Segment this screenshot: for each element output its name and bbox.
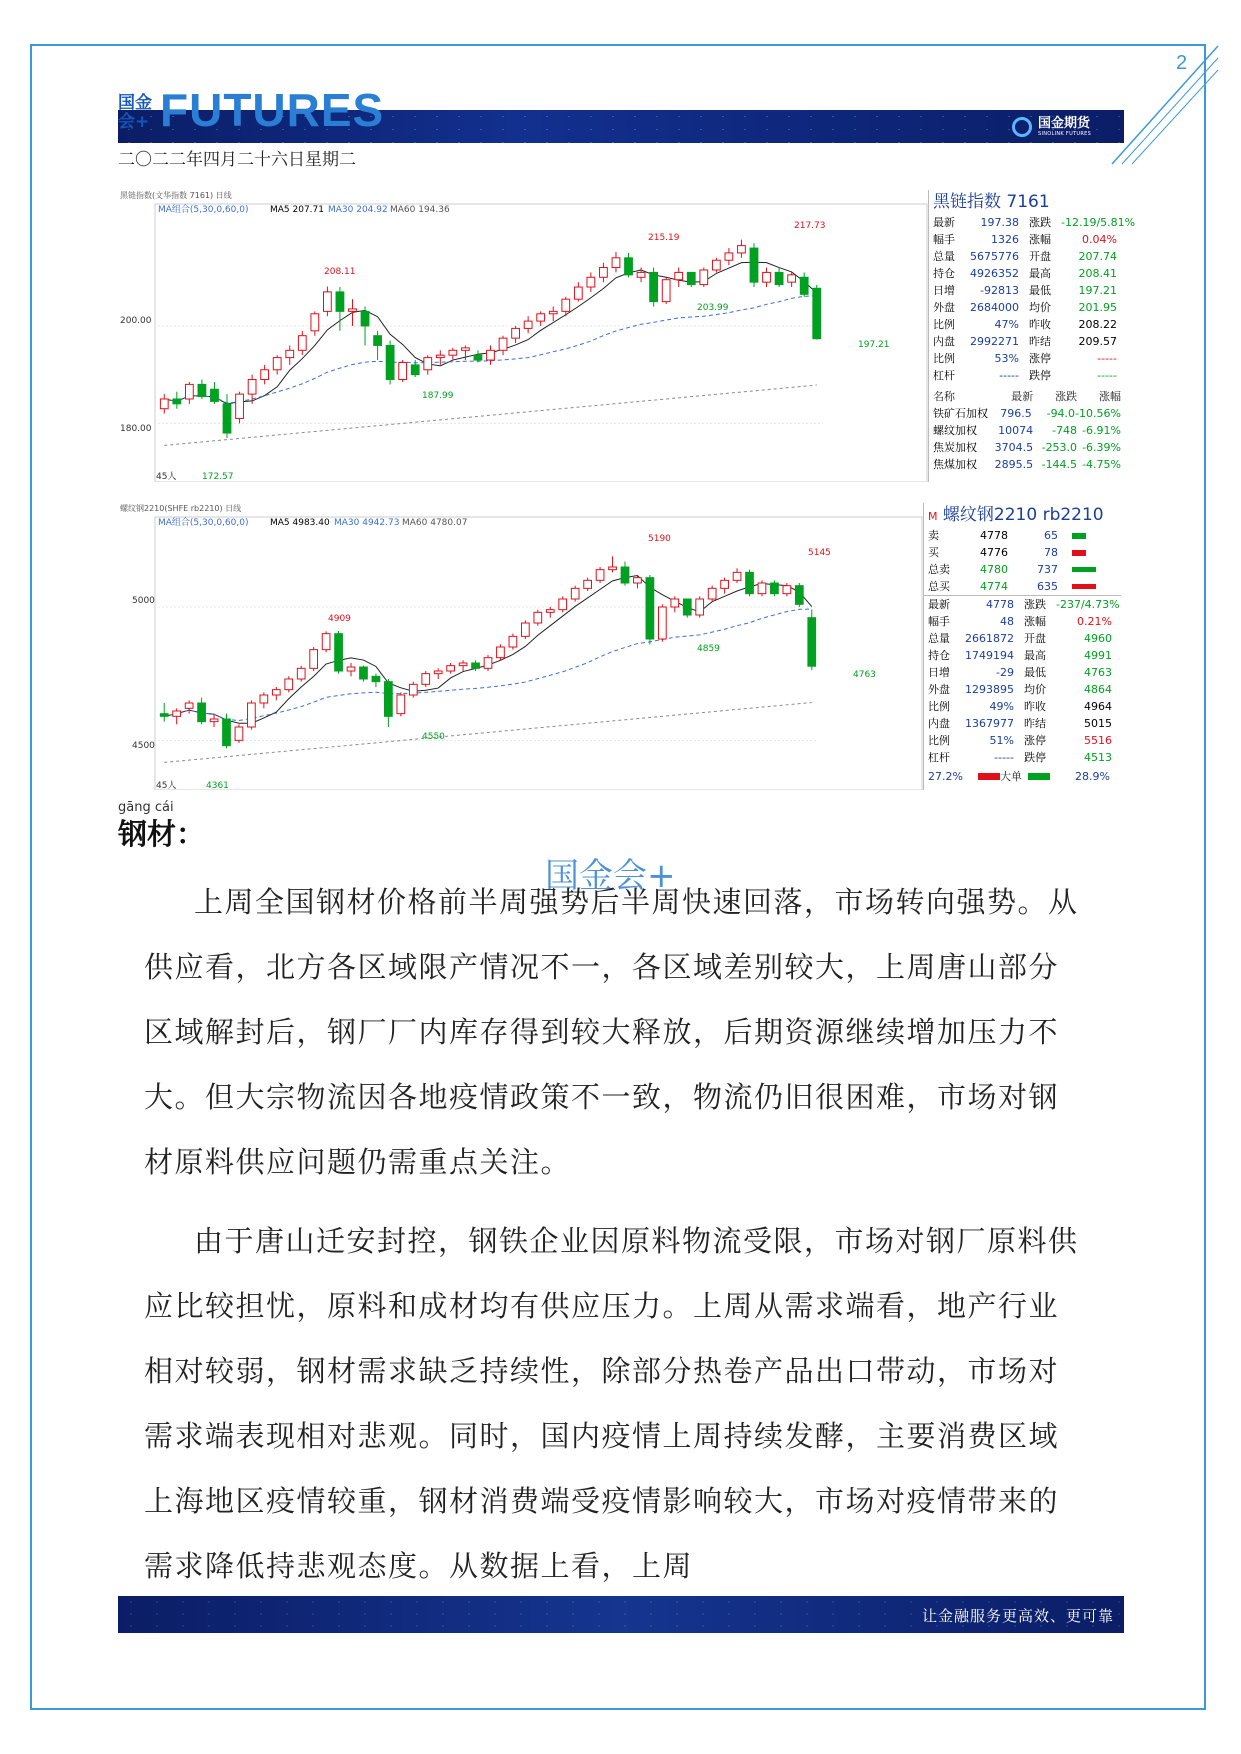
annotation-low: 187.99: [422, 391, 454, 401]
annotation-low: 172.57: [202, 472, 234, 482]
candle-down: [646, 578, 654, 639]
candle-up: [788, 275, 796, 282]
chart-heilian-index: [118, 190, 928, 482]
candle-up: [422, 674, 430, 685]
candle-down: [223, 404, 231, 433]
candle-down: [795, 586, 803, 605]
candle-down: [374, 336, 382, 346]
candle-up: [185, 703, 193, 708]
candle-up: [298, 336, 306, 351]
report-date: 二〇二二年四月二十六日星期二: [118, 150, 356, 170]
order-book-row: 总买 4774 635: [924, 578, 1121, 595]
quote-panel-rebar: [923, 503, 1121, 790]
quote-row: 内盘 2992271 昨结 209.57: [933, 335, 1117, 348]
order-book-row: 买 4776 78: [924, 544, 1121, 561]
quote-row: 日增 -29 最低 4763: [928, 666, 1112, 679]
candle-up: [462, 348, 470, 350]
candle-up: [584, 580, 592, 588]
candle-up: [236, 394, 244, 418]
quote-row: 比例 51% 涨停 5516: [928, 734, 1112, 747]
candle-up: [512, 328, 520, 338]
candle-up: [671, 599, 679, 607]
quote-row: 杠杆 ----- 跌停 4513: [928, 751, 1112, 764]
candle-up: [587, 277, 595, 287]
candle-up: [311, 314, 319, 331]
candle-up: [272, 690, 280, 695]
corner-decoration: [1110, 36, 1220, 166]
ma30-label: MA30 204.92: [328, 205, 388, 215]
candle-up: [160, 399, 168, 409]
candle-up: [484, 658, 492, 669]
candle-up: [571, 588, 579, 599]
candle-up: [248, 703, 256, 727]
candle-down: [198, 384, 206, 396]
chart-top-label: 螺纹钢2210(SHFE rb2210) 日线: [120, 504, 242, 513]
annotation-low: 4550: [422, 732, 445, 742]
annotation-high: 4909: [328, 614, 351, 624]
chart-rebar-2210: [118, 503, 923, 790]
candle-up: [273, 358, 281, 370]
quote-row: 比例 49% 昨收 4964: [928, 700, 1112, 713]
candle-up: [637, 272, 645, 277]
candle-up: [700, 270, 708, 285]
candle-down: [683, 599, 691, 615]
quote-row: 比例 53% 涨停 -----: [933, 352, 1117, 365]
candle-up: [399, 362, 407, 379]
candle-up: [534, 612, 542, 623]
chart-rebar-svg: [118, 503, 923, 790]
logo-cn: 国金会+: [118, 93, 152, 132]
candle-up: [424, 358, 432, 370]
quote-row: 总量 5675776 开盘 207.74: [933, 250, 1117, 263]
panel-title: 黑链指数 7161: [933, 192, 1050, 212]
big-order-red-bar: [978, 773, 1000, 780]
ma60-line: [164, 385, 816, 445]
annotation-low: 4859: [697, 644, 720, 654]
candle-up: [509, 636, 517, 647]
ytick-label: 5000: [132, 596, 155, 606]
candle-down: [775, 272, 783, 284]
candle-up: [487, 350, 495, 360]
candle-up: [658, 607, 666, 639]
candle-up: [447, 666, 455, 671]
sector-header: 名称 最新 涨跌 涨幅: [933, 390, 1121, 403]
footer-slogan: 让金融服务更高效、更可靠: [921, 1607, 1114, 1625]
candle-down: [750, 248, 758, 282]
chart-heilian-svg: [118, 190, 928, 482]
candle-up: [549, 311, 557, 313]
quote-row: 内盘 1367977 昨结 5015: [928, 717, 1112, 730]
candle-up: [310, 650, 318, 669]
candle-down: [411, 365, 419, 375]
section-title: 钢材：: [118, 817, 206, 851]
candle-up: [712, 260, 720, 270]
annotation-high: 215.19: [648, 233, 680, 243]
candle-up: [725, 253, 733, 260]
candle-up: [758, 583, 766, 594]
candle-up: [286, 350, 294, 357]
candle-up: [499, 338, 507, 350]
candle-up: [260, 695, 268, 703]
candle-up: [537, 314, 545, 321]
chart-top-label: 黑链指数(文华指数 7161) 日线: [120, 191, 232, 200]
candle-up: [524, 321, 532, 328]
annotation-high: 217.73: [794, 221, 826, 231]
candle-down: [361, 311, 369, 326]
candle-down: [771, 583, 779, 594]
candle-up: [562, 299, 570, 311]
candle-up: [497, 647, 505, 658]
candle-down: [625, 258, 633, 275]
candle-up: [210, 719, 218, 722]
quote-row: 最新 4778 涨跌 -237/4.73%: [928, 598, 1120, 611]
candle-up: [763, 272, 771, 282]
quote-row: 幅手 48 涨幅 0.21%: [928, 615, 1112, 628]
quote-row: 持仓 4926352 最高 208.41: [933, 267, 1117, 280]
candle-down: [335, 634, 343, 671]
candle-up: [733, 572, 741, 580]
quote-row: 杠杆 ----- 跌停 -----: [933, 369, 1117, 382]
quote-row: 幅手 1326 涨幅 0.04%: [933, 233, 1117, 246]
watermark: 国金会+: [545, 856, 676, 896]
paragraph: 上周全国钢材价格前半周强势后半周快速回落，市场转向强势。从供应看，北方各区域限产情况不一，各区域差别较大，上周唐山部分区域解封后，钢厂厂内库存得到较大释放，后期资源继续增加压力不大。但大宗物流因各地疫情政策不一致，物流仍旧很困难，市场对钢材原料供应问题仍需重点关注。: [144, 885, 1079, 1179]
candle-up: [696, 599, 704, 615]
company-name-en: SINOLINK FUTURES: [1038, 130, 1092, 137]
quote-row: 外盘 2684000 均价 201.95: [933, 301, 1117, 314]
ma5-label: MA5 4983.40: [270, 518, 330, 528]
candle-down: [621, 567, 629, 583]
candle-up: [721, 580, 729, 588]
candle-up: [596, 570, 604, 581]
candle-down: [472, 663, 480, 668]
candle-up: [436, 355, 444, 357]
candle-up: [235, 727, 243, 740]
candle-up: [185, 384, 193, 399]
candle-up: [397, 695, 405, 714]
ma60-label: MA60 194.36: [390, 205, 450, 215]
candle-down: [223, 719, 231, 746]
ytick-label: 200.00: [120, 316, 152, 326]
ma-group-label: MA组合(5,30,0,60,0): [158, 518, 249, 528]
panel-title: M 螺纹钢2210 rb2210: [928, 505, 1104, 525]
candle-down: [360, 667, 368, 679]
big-order-left: 27.2%: [928, 770, 963, 783]
quote-row: 总量 2661872 开盘 4960: [928, 632, 1112, 645]
candle-up: [434, 671, 442, 674]
annotation-low: 4763: [853, 670, 876, 680]
candle-up: [521, 623, 529, 636]
candle-up: [322, 634, 330, 650]
candle-down: [198, 703, 206, 722]
big-order-bar: [924, 768, 1121, 785]
candle-up: [323, 292, 331, 311]
candle-up: [173, 711, 181, 716]
candle-up: [738, 246, 746, 253]
logo-futures: FUTURES: [160, 84, 385, 136]
company-name-cn: 国金期货: [1038, 115, 1091, 131]
candle-down: [385, 682, 393, 717]
ytick-label: 180.00: [120, 424, 152, 434]
candle-down: [687, 272, 695, 284]
annotation-high: 208.11: [324, 267, 356, 277]
panel-title-text: 螺纹钢2210 rb2210: [942, 505, 1104, 525]
candle-down: [813, 288, 821, 338]
quote-row: 比例 47% 昨收 208.22: [933, 318, 1117, 331]
brand-logo: [118, 84, 385, 136]
sector-row: 铁矿石加权 796.5 -94.0 -10.56%: [933, 407, 1121, 420]
order-book-row: 总卖 4780 737: [924, 561, 1121, 578]
candle-up: [546, 610, 554, 613]
candle-down: [211, 389, 219, 401]
candle-up: [600, 268, 608, 278]
candle-up: [449, 350, 457, 355]
ma-group-label: MA组合(5,30,0,60,0): [158, 205, 249, 215]
candle-up: [612, 258, 620, 268]
candle-up: [675, 272, 683, 279]
paragraph: 由于唐山迁安封控，钢铁企业因原料物流受限，市场对钢厂原料供应比较担忧，原料和成材均有供应压力。上周从需求端看，地产行业相对较弱，钢材需求缺乏持续性，除部分热卷产品出口带动，市场对需求端表现相对悲观。同时，国内疫情上周持续发酵，主要消费区域上海地区疫情较重，钢材消费端受疫情影响较大，市场对疫情带来的需求降低持悲观态度。从数据上看，上周: [144, 1224, 1079, 1583]
order-book-row: 卖 4778 65: [924, 527, 1121, 544]
candle-down: [808, 618, 816, 667]
footer-bar: [118, 1596, 1124, 1633]
candle-down: [746, 572, 754, 593]
candle-down: [650, 272, 658, 301]
volume-label: 45人: [156, 472, 177, 482]
candle-up: [248, 380, 256, 395]
quote-row: 持仓 1749194 最高 4991: [928, 649, 1112, 662]
quote-row: 外盘 1293895 均价 4864: [928, 683, 1112, 696]
page-number: 2: [1176, 52, 1188, 74]
quote-panel-heilian: [928, 190, 1136, 482]
ma30-label: MA30 4942.73: [334, 518, 400, 528]
sector-row: 焦煤加权 2895.5 -144.5 -4.75%: [933, 458, 1121, 471]
candle-down: [336, 292, 344, 311]
ma60-label: MA60 4780.07: [402, 518, 468, 528]
candle-down: [372, 676, 380, 681]
annotation-high: 5145: [808, 548, 831, 558]
candle-up: [459, 663, 467, 666]
candle-down: [160, 714, 168, 717]
candle-up: [574, 287, 582, 299]
candle-down: [386, 345, 394, 379]
ytick-label: 4500: [132, 741, 155, 751]
big-order-right: 28.9%: [1075, 770, 1110, 783]
quote-row: 日增 -92813 最低 197.21: [933, 284, 1117, 297]
candle-up: [349, 309, 357, 311]
volume-label: 45人: [156, 781, 177, 790]
company-logo: [1012, 114, 1091, 140]
candle-up: [559, 599, 567, 610]
company-mark-icon: [1012, 117, 1032, 137]
ma60-line: [164, 703, 812, 763]
sector-row: 螺纹加权 10074 -748 -6.91%: [933, 424, 1121, 437]
section-pinyin: gāng cái: [118, 800, 174, 815]
big-order-label: 大单: [1000, 770, 1022, 783]
candle-up: [347, 667, 355, 671]
candle-down: [474, 355, 482, 360]
candle-up: [708, 588, 716, 599]
candle-up: [297, 668, 305, 679]
candle-up: [261, 370, 269, 380]
candle-up: [634, 578, 642, 583]
annotation-high: 5190: [648, 534, 671, 544]
annotation-low: 4361: [206, 781, 229, 790]
annotation-low: 203.99: [697, 303, 729, 313]
quote-row: 最新 197.38 涨跌 -12.19/5.81%: [933, 216, 1136, 229]
ma5-label: MA5 207.71: [270, 205, 324, 215]
candle-up: [783, 586, 791, 594]
candle-up: [285, 679, 293, 690]
big-order-green-bar: [1028, 773, 1050, 780]
candle-up: [609, 567, 617, 570]
sector-row: 焦炭加权 3704.5 -253.0 -6.39%: [933, 441, 1121, 454]
annotation-low: 197.21: [858, 340, 890, 350]
candle-up: [409, 684, 417, 695]
candle-up: [662, 280, 670, 302]
candle-down: [173, 399, 181, 404]
candle-down: [800, 277, 808, 294]
ma5-line: [164, 262, 816, 404]
